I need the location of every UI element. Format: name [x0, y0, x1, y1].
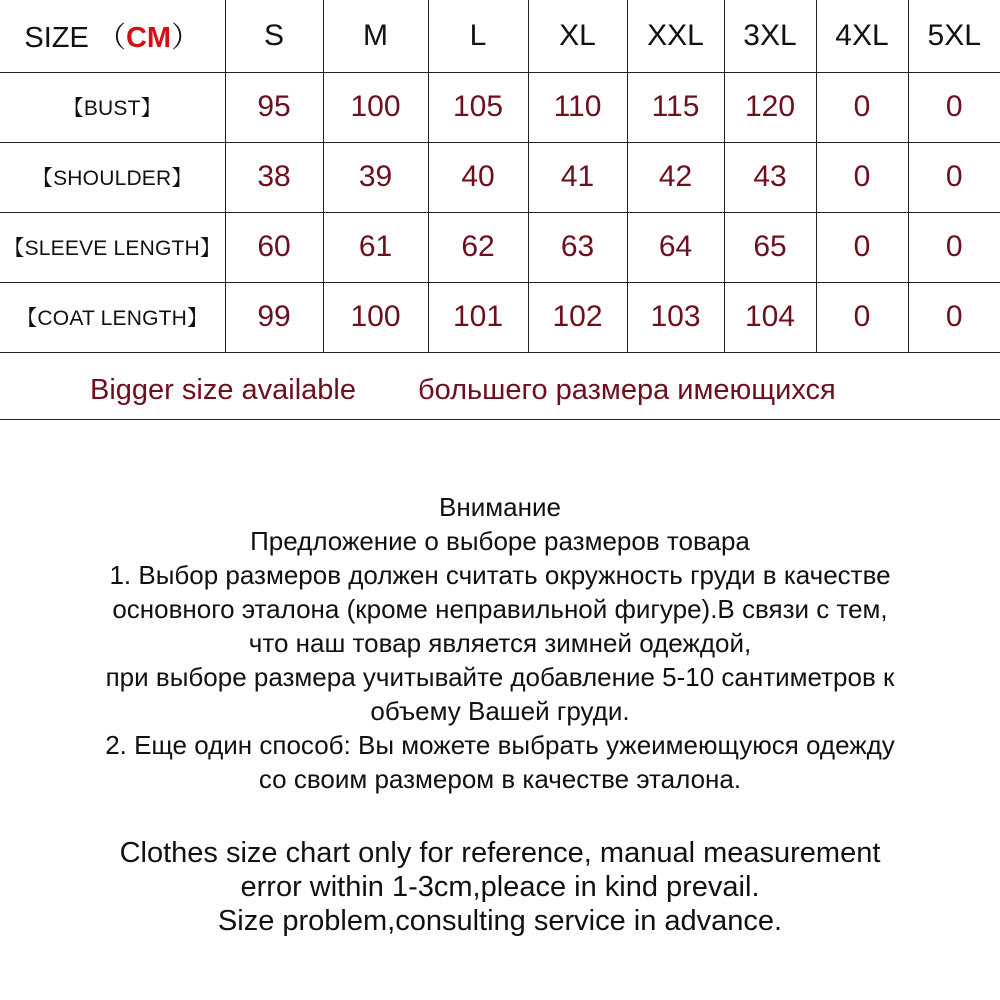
table-cell: 0: [816, 142, 908, 212]
table-cell: 104: [724, 282, 816, 352]
table-cell: 120: [724, 72, 816, 142]
table-cell: 64: [627, 212, 724, 282]
size-selection-notice: [0, 490, 1000, 796]
table-cell: 0: [908, 142, 1000, 212]
table-cell: 39: [323, 142, 428, 212]
notice-line: что наш товар является зимней одеждой,: [248, 628, 752, 658]
size-label: SIZE: [24, 22, 89, 55]
table-cell: 101: [428, 282, 528, 352]
size-header-3xl: 3XL: [724, 0, 816, 72]
table-cell: 63: [528, 212, 627, 282]
size-header-5xl: 5XL: [908, 0, 1000, 72]
notice-line: со своим размером в качестве эталона.: [258, 764, 742, 794]
size-header-xl: XL: [528, 0, 627, 72]
table-cell: 61: [323, 212, 428, 282]
unit-open-paren: （: [96, 22, 126, 55]
notice-line: 2. Еще один способ: Вы можете выбрать ужеимеющуюся одежду: [105, 730, 895, 760]
table-cell: 0: [816, 72, 908, 142]
table-cell: 0: [908, 212, 1000, 282]
size-header-m: M: [323, 0, 428, 72]
notice-heading: Внимание: [439, 492, 561, 522]
disclaimer-line: error within 1-3cm,pleace in kind prevail.: [240, 871, 760, 903]
notice-line: объему Вашей груди.: [370, 696, 630, 726]
table-cell: 103: [627, 282, 724, 352]
table-cell: 100: [323, 282, 428, 352]
table-cell: 0: [816, 282, 908, 352]
unit-close-paren: ）: [171, 22, 201, 55]
notice-line: Предложение о выборе размеров товара: [250, 526, 750, 556]
table-cell: 40: [428, 142, 528, 212]
table-cell: 100: [323, 72, 428, 142]
size-header-l: L: [428, 0, 528, 72]
table-row-bust: [0, 72, 1000, 142]
table-cell: 115: [627, 72, 724, 142]
row-label-shoulder: 【SHOULDER】: [0, 142, 225, 212]
table-cell: 99: [225, 282, 323, 352]
unit-label: CM: [125, 22, 172, 55]
table-cell: 105: [428, 72, 528, 142]
disclaimer-line: Clothes size chart only for reference, manual measurement: [119, 837, 881, 869]
table-cell: 0: [908, 72, 1000, 142]
notice-line: основного эталона (кроме неправильной фигуре).В связи с тем,: [112, 594, 888, 624]
row-label-bust: 【BUST】: [0, 72, 225, 142]
bigger-size-banner: [0, 354, 1000, 420]
table-cell: 41: [528, 142, 627, 212]
table-cell: 60: [225, 212, 323, 282]
size-unit-header: [0, 0, 225, 72]
table-row-sleeve-length: [0, 212, 1000, 282]
row-label-coat-length: 【COAT LENGTH】: [0, 282, 225, 352]
table-cell: 65: [724, 212, 816, 282]
size-chart-table: [0, 0, 1000, 353]
table-cell: 110: [528, 72, 627, 142]
table-cell: 38: [225, 142, 323, 212]
bigger-size-english: Bigger size available: [90, 374, 356, 406]
size-header-xxl: XXL: [627, 0, 724, 72]
table-cell: 43: [724, 142, 816, 212]
table-cell: 95: [225, 72, 323, 142]
table-cell: 0: [908, 282, 1000, 352]
table-cell: 42: [627, 142, 724, 212]
row-label-sleeve-length: 【SLEEVE LENGTH】: [0, 212, 225, 282]
bigger-size-russian: большего размера имеющихся: [418, 374, 836, 406]
table-row-shoulder: [0, 142, 1000, 212]
disclaimer-line: Size problem,consulting service in advance.: [217, 905, 783, 937]
notice-line: 1. Выбор размеров должен считать окружность груди в качестве: [109, 560, 891, 590]
size-header-4xl: 4XL: [816, 0, 908, 72]
notice-line: при выборе размера учитывайте добавление 5-10 сантиметров к: [105, 662, 895, 692]
table-row-coat-length: [0, 282, 1000, 352]
table-cell: 0: [816, 212, 908, 282]
size-header-s: S: [225, 0, 323, 72]
table-cell: 102: [528, 282, 627, 352]
size-header-row: [0, 0, 1000, 72]
table-cell: 62: [428, 212, 528, 282]
reference-disclaimer: [0, 836, 1000, 938]
